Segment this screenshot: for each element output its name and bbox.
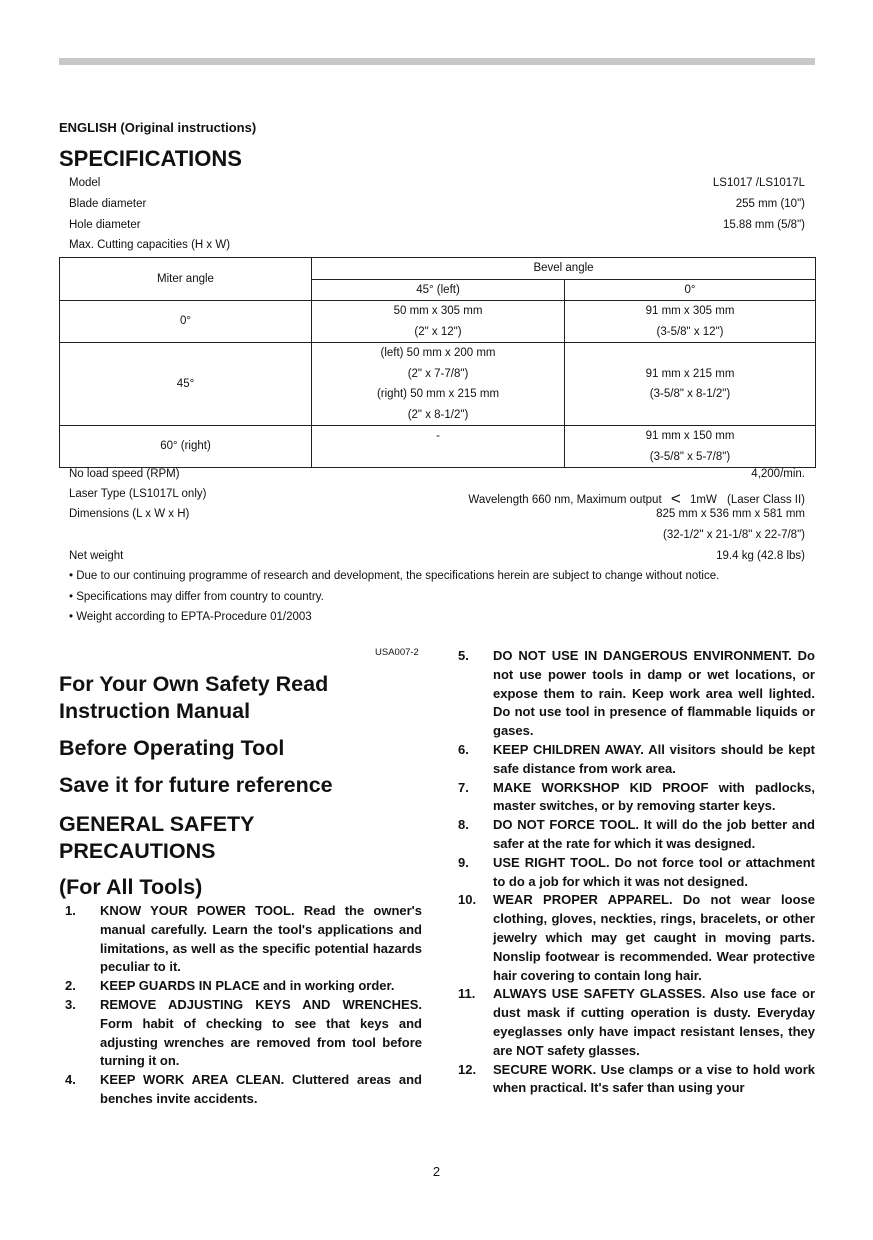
less-than-symbol: < — [670, 489, 681, 508]
item-number: 8. — [458, 817, 469, 833]
spec-label: Model — [69, 177, 101, 189]
table-row — [60, 426, 816, 468]
item-text: KEEP GUARDS IN PLACE and in working order. — [100, 978, 395, 994]
spec-dimensions — [69, 508, 805, 520]
item-number: 3. — [65, 996, 76, 1012]
spec-value: 15.88 mm (5/8") — [722, 219, 805, 231]
item-text: KNOW YOUR POWER TOOL. Read the owner's manual carefully. Learn the tool's applications and limitations, as well as the specific potential hazards peculiar to it. — [100, 903, 422, 975]
item-number: 11. — [458, 986, 476, 1002]
bevel-angle-header: Bevel angle — [312, 258, 816, 280]
table-header-row — [60, 258, 816, 280]
list-item — [458, 854, 815, 892]
item-text: REMOVE ADJUSTING KEYS AND WRENCHES. Form habit of checking to see that keys and adjusting wrenches are removed from tool before turning it on. — [100, 996, 422, 1069]
list-item — [458, 891, 815, 985]
item-number: 1. — [65, 903, 76, 918]
item-text: USE RIGHT TOOL. Do not force tool or attachment to do a job for which it was not designed. — [493, 854, 815, 889]
table-row — [60, 343, 816, 426]
spec-model — [69, 177, 805, 189]
spec-label: Laser Type (LS1017L only) — [69, 488, 207, 500]
miter-angle-header: Miter angle — [60, 258, 312, 301]
spec-label: Blade diameter — [69, 198, 147, 210]
spec-no-load-speed — [69, 468, 805, 480]
spec-value: LS1017 /LS1017L — [712, 177, 805, 189]
spec-blade-diameter — [69, 198, 805, 210]
safety-heading: Save it for future reference — [59, 773, 333, 797]
item-text: DO NOT FORCE TOOL. It will do the job better and safer at the rate for which it was designed. — [493, 817, 815, 851]
safety-list-right — [458, 647, 815, 1098]
item-text: KEEP WORK AREA CLEAN. Cluttered areas and benches invite accidents. — [100, 1072, 422, 1106]
spec-value: Wavelength 660 nm, Maximum output < 1mW (Laser Class II) — [468, 489, 805, 508]
item-number: 12. — [458, 1061, 477, 1077]
spec-label: Hole diameter — [69, 219, 141, 231]
list-item — [458, 816, 815, 854]
item-number: 9. — [458, 854, 469, 870]
item-text: SECURE WORK. Use clamps or a vise to hold work when practical. It's safer than using your — [493, 1061, 815, 1096]
item-number: 7. — [458, 779, 469, 795]
specifications-title: SPECIFICATIONS — [59, 146, 242, 171]
item-number: 2. — [65, 978, 76, 994]
bevel-45-cell: (left) 50 mm x 200 mm (2" x 7-7/8") (right) 50 mm x 215 mm (2" x 8-1/2") — [312, 343, 565, 426]
bevel-0-cell: 91 mm x 150 mm (3-5/8" x 5-7/8") — [565, 426, 816, 468]
spec-dimensions-inches — [69, 529, 805, 541]
spec-note: • Weight according to EPTA-Procedure 01/2003 — [69, 611, 312, 623]
safety-heading: GENERAL SAFETY PRECAUTIONS — [59, 812, 255, 863]
safety-heading: For Your Own Safety Read Instruction Manual — [59, 672, 329, 723]
item-text: MAKE WORKSHOP KID PROOF with padlocks, master switches, or by removing starter keys. — [493, 779, 815, 814]
header-rule — [59, 58, 815, 65]
safety-heading: Before Operating Tool — [59, 736, 285, 760]
list-item — [59, 1071, 422, 1109]
miter-cell: 45° — [60, 343, 312, 426]
spec-value: 825 mm x 536 mm x 581 mm — [656, 508, 805, 520]
list-item — [59, 996, 422, 1071]
bevel-0-cell: 91 mm x 305 mm (3-5/8" x 12") — [565, 301, 816, 343]
spec-value: 19.4 kg (42.8 lbs) — [716, 550, 805, 562]
spec-laser-type — [69, 488, 805, 508]
bevel-45-cell: - — [312, 426, 565, 468]
item-text: WEAR PROPER APPAREL. Do not wear loose clothing, gloves, neckties, rings, bracelets, or other jewelry which may get caught in moving parts. Nonslip footwear is recommended. Wear protective hair covering to contain long hair. — [493, 892, 815, 983]
item-number: 5. — [458, 648, 469, 663]
safety-list-left — [59, 902, 422, 1109]
list-item — [59, 977, 422, 996]
miter-cell: 60° (right) — [60, 426, 312, 468]
list-item — [458, 1061, 815, 1099]
item-number: 6. — [458, 741, 469, 757]
cutting-capacity-caption: Max. Cutting capacities (H x W) — [69, 239, 231, 251]
spec-label: Dimensions (L x W x H) — [69, 508, 190, 520]
bevel-45-cell: 50 mm x 305 mm (2" x 12") — [312, 301, 565, 343]
spec-value: 255 mm (10") — [735, 198, 805, 210]
page-number: 2 — [432, 1164, 441, 1179]
list-item — [458, 647, 815, 741]
safety-heading: (For All Tools) — [59, 875, 203, 899]
spec-label: Net weight — [69, 550, 124, 562]
list-item — [458, 779, 815, 817]
language-label: ENGLISH (Original instructions) — [59, 120, 257, 135]
spec-value: 4,200/min. — [751, 468, 805, 480]
item-text: DO NOT USE IN DANGEROUS ENVIRONMENT. Do not use power tools in damp or wet locations, or expose them to rain. Keep work area well lighted. Do not use tool in presence of flammable liquids or gases. — [493, 648, 815, 739]
spec-hole-diameter — [69, 219, 805, 231]
item-text: KEEP CHILDREN AWAY. All visitors should be kept safe distance from work area. — [493, 741, 815, 776]
document-code: USA007-2 — [375, 647, 419, 658]
spec-value: (32-1/2" x 21-1/8" x 22-7/8") — [662, 529, 805, 541]
item-number: 10. — [458, 892, 477, 908]
miter-cell: 0° — [60, 301, 312, 343]
list-item — [59, 902, 422, 977]
list-item — [458, 985, 815, 1060]
spec-note: • Specifications may differ from country to country. — [69, 591, 324, 603]
list-item — [458, 741, 815, 779]
bevel-45-header: 45° (left) — [312, 279, 565, 301]
spec-label: No load speed (RPM) — [69, 468, 180, 480]
cutting-capacity-table — [59, 257, 816, 468]
bevel-0-cell: 91 mm x 215 mm (3-5/8" x 8-1/2") — [565, 343, 816, 426]
item-number: 4. — [65, 1072, 76, 1088]
spec-net-weight — [69, 550, 805, 562]
item-text: ALWAYS USE SAFETY GLASSES. Also use face or dust mask if cutting operation is dusty. Everyday eyeglasses only have impact resistant lenses, they are NOT safety glasses. — [493, 986, 815, 1058]
bevel-0-header: 0° — [565, 279, 816, 301]
spec-note: • Due to our continuing programme of research and development, the specifications herein are subject to change without notice. — [69, 570, 720, 582]
table-row — [60, 301, 816, 343]
